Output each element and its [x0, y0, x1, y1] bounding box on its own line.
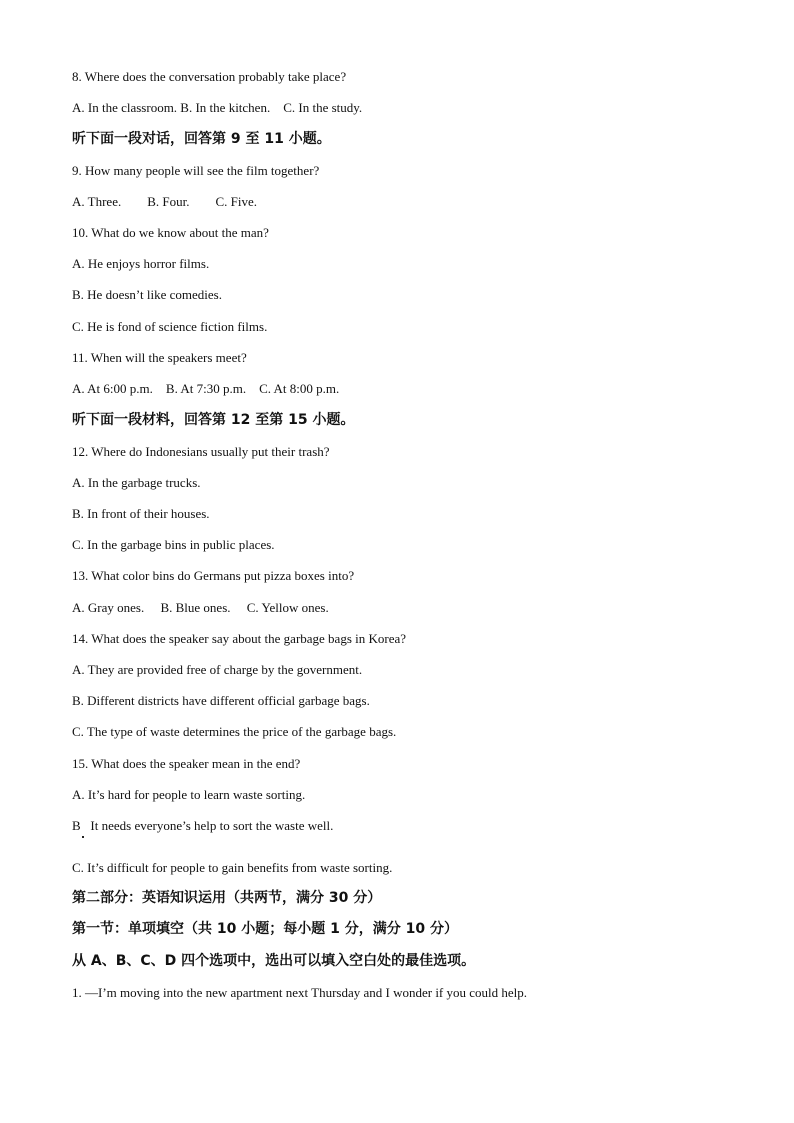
question-15: 15. What does the speaker mean in the end?: [72, 756, 301, 771]
section-one-heading: 第一节：单项填空（共 10 小题；每小题 1 分，满分 10 分）: [72, 921, 458, 937]
cloze-question-1: 1. —I’m moving into the new apartment next Thursday and I wonder if you could help.: [72, 985, 528, 1000]
question-13-options: A. Gray ones. B. Blue ones. C. Yellow ones.: [72, 600, 329, 615]
question-9: 9. How many people will see the film together?: [72, 163, 320, 178]
part-two-heading: 第二部分：英语知识运用（共两节，满分 30 分）: [72, 890, 382, 906]
question-14-option-b: B. Different districts have different official garbage bags.: [72, 693, 370, 708]
question-8: 8. Where does the conversation probably take place?: [72, 69, 347, 84]
question-13: 13. What color bins do Germans put pizza boxes into?: [72, 568, 355, 583]
question-15-option-b: B It needs everyone’s help to sort the waste well.: [72, 818, 334, 833]
question-9-options: A. Three. B. Four. C. Five.: [72, 194, 258, 209]
question-11: 11. When will the speakers meet?: [72, 350, 247, 365]
question-14-option-c: C. The type of waste determines the price of the garbage bags.: [72, 724, 397, 739]
question-10-option-b: B. He doesn’t like comedies.: [72, 287, 222, 302]
stray-dot-mark: [82, 836, 84, 838]
question-14-option-a: A. They are provided free of charge by the government.: [72, 662, 363, 677]
section-one-instruction: 从 A、B、C、D 四个选项中，选出可以填入空白处的最佳选项。: [72, 953, 476, 969]
question-10: 10. What do we know about the man?: [72, 225, 269, 240]
section-instruction-9-11: 听下面一段对话，回答第 9 至 11 小题。: [72, 131, 331, 147]
question-11-options: A. At 6:00 p.m. B. At 7:30 p.m. C. At 8:00 p.m.: [72, 381, 340, 396]
question-8-options: A. In the classroom. B. In the kitchen. C. In the study.: [72, 100, 363, 115]
question-10-option-a: A. He enjoys horror films.: [72, 256, 210, 271]
question-15-option-a: A. It’s hard for people to learn waste sorting.: [72, 787, 306, 802]
question-14: 14. What does the speaker say about the garbage bags in Korea?: [72, 631, 407, 646]
question-12-option-b: B. In front of their houses.: [72, 506, 210, 521]
question-12-option-a: A. In the garbage trucks.: [72, 475, 201, 490]
section-instruction-12-15: 听下面一段材料，回答第 12 至第 15 小题。: [72, 412, 355, 428]
question-12: 12. Where do Indonesians usually put their trash?: [72, 444, 330, 459]
question-10-option-c: C. He is fond of science fiction films.: [72, 319, 268, 334]
question-15-option-c: C. It’s difficult for people to gain benefits from waste sorting.: [72, 860, 393, 875]
question-12-option-c: C. In the garbage bins in public places.: [72, 537, 275, 552]
